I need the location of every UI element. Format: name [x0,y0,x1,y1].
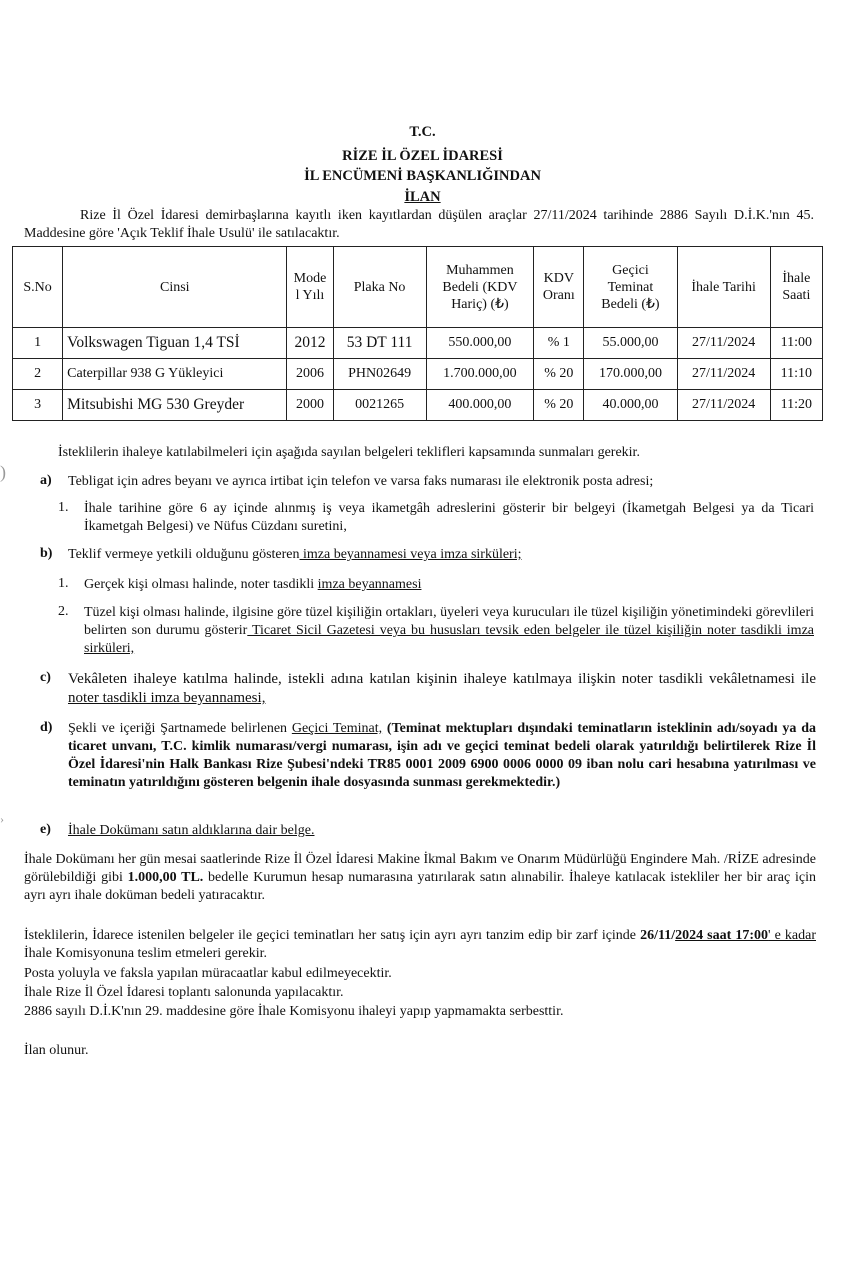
closing-text-2: İhale Komisyonuna teslim etmeleri gerekir. [24,946,267,961]
cell-guarantee: 55.000,00 [584,328,677,359]
deadline-date: 26/11/ [640,928,676,943]
item-b1-plain: Gerçek kişi olması halinde, noter tasdikli [84,577,318,592]
deadline-suffix: ' e kadar [768,928,816,943]
item-a1-number: 1. [58,500,69,515]
cell-tender-date: 27/11/2024 [677,328,770,359]
col-model-year: Mode l Yılı [287,247,333,328]
cell-sno: 1 [13,328,63,359]
table-row [13,359,823,390]
deadline-time: 2024 saat 17:00 [675,928,769,943]
header-council: İL ENCÜMENİ BAŞKANLIĞINDAN [304,168,541,184]
cell-estimated-price: 1.700.000,00 [426,359,534,390]
closing-line-2: Posta yoluyla ve faksla yapılan müracaatlar kabul edilmeyecektir. [24,966,392,981]
document-paragraph [24,851,816,905]
item-b2-number: 2. [58,604,69,619]
cell-model-year: 2012 [287,328,333,359]
cell-tender-time: 11:20 [770,390,822,421]
item-d-underlined: Geçici Teminat, [291,721,383,736]
item-d-label: d) [40,720,53,735]
closing-line-3: İhale Rize İl Özel İdaresi toplantı salonunda yapılacaktır. [24,985,344,1000]
item-b-text [68,546,820,564]
cell-tender-time: 11:00 [770,328,822,359]
col-vat-rate: KDV Oranı [534,247,584,328]
cell-tender-date: 27/11/2024 [677,359,770,390]
item-b1-text [84,576,814,594]
cell-guarantee: 170.000,00 [584,359,677,390]
item-c-text [68,670,816,708]
col-estimated-price: Muhammen Bedeli (KDV Hariç) (₺) [426,247,534,328]
document-fee: 1.000,00 TL. [127,870,204,885]
cell-estimated-price: 550.000,00 [426,328,534,359]
item-b-underlined: imza beyannamesi veya imza sirküleri; [299,547,522,562]
item-b2-underlined: Ticaret Sicil Gazetesi veya bu hususları tevsik eden belgeler ile tüzel kişiliğin noter tasdikli imza sirküleri, [84,623,814,656]
col-guarantee: Geçici Teminat Bedeli (₺) [584,247,677,328]
item-d-plain: Şekli ve içeriği Şartnamede belirlenen [68,721,292,736]
cell-vat-rate: % 20 [534,390,584,421]
col-tender-date: İhale Tarihi [677,247,770,328]
intro-paragraph: Rize İl Özel İdaresi demirbaşlarına kayıtlı iken kayıtlardan düşülen araçlar 27/11/2024 tarihinde 2886 Sayılı D.İ.K.'nın 45. Maddesine göre 'Açık Teklif İhale Usulü' ile satılacaktır. [24,208,814,241]
header-tc: T.C. [409,124,436,140]
header-institution: RİZE İL ÖZEL İDARESİ [342,148,503,164]
cell-type: Caterpillar 938 G Yükleyici [63,359,287,390]
item-c-label: c) [40,670,51,685]
cell-vat-rate: % 1 [534,328,584,359]
item-b1-number: 1. [58,576,69,591]
cell-sno: 2 [13,359,63,390]
cell-type: Volkswagen Tiguan 1,4 TSİ [63,328,287,359]
col-plate: Plaka No [333,247,426,328]
cell-plate: PHN02649 [333,359,426,390]
cell-sno: 3 [13,390,63,421]
item-b2-text [84,604,814,658]
item-e-label: e) [40,822,51,837]
item-c-plain: Vekâleten ihaleye katılma halinde, istekli adına katılan kişinin ihaleye katılmaya ilişkin noter tasdikli vekâletnamesi ile [68,671,816,687]
item-d-bold: (Teminat mektupları dışındaki teminatların isteklinin adı/soyadı ya da ticaret unvanı, T.C. kimlik numarası/vergi numarası, işin adı ve geçici teminat bedeli olarak yatırıldığı belirtilerek Rize İl Özel İdaresi'nin Halk Bankası Rize Şubesi'ndeki TR85 0001 2009 6900 0006 0000 09 iban nolu cari hesabına yatırılması ve teminatın yatırıldığını gösteren belgenin ihale dosyasında sunması gerekmektedir.) [68,721,817,790]
cell-model-year: 2000 [287,390,333,421]
item-c-underlined: noter tasdikli imza beyannamesi, [68,690,266,706]
cell-vat-rate: % 20 [534,359,584,390]
col-type: Cinsi [63,247,287,328]
table-header-row [13,247,823,328]
cell-type: Mitsubishi MG 530 Greyder [63,390,287,421]
item-a1-text: İhale tarihine göre 6 ay içinde alınmış iş veya ikametgâh adreslerini gösterir bir belgeyi (İkametgah Belgesi ya da Ticari İkametgah Belgesi) ve Nüfus Cüzdanı suretini, [84,501,814,534]
closing-text-1: İsteklilerin, İdarece istenilen belgeler ile geçici teminatları her satış için ayrı ayrı tanzim edip bir zarf içinde [24,928,641,943]
scan-edge-mark: › [0,812,4,826]
item-b-label: b) [40,546,53,561]
table-row [13,328,823,359]
document-text-2: bedelle Kurumun hesap numarasına yatırılarak satın alınabilir. İhaleye katılacak istekliler her bir araç için ayrı ayrı ihale doküman bedeli yatıracaktır. [24,870,816,903]
requirements-intro: İsteklilerin ihaleye katılabilmeleri için aşağıda sayılan belgeleri teklifleri kapsamında sunmaları gerekir. [58,445,640,460]
item-b-plain: Teklif vermeye yetkili olduğunu gösteren [68,547,300,562]
item-a-label: a) [40,473,52,488]
header-announcement: İLAN [404,189,441,205]
cell-tender-date: 27/11/2024 [677,390,770,421]
cell-guarantee: 40.000,00 [584,390,677,421]
closing-paragraph [24,927,816,963]
cell-estimated-price: 400.000,00 [426,390,534,421]
item-b1-underlined: imza beyannamesi [317,577,422,592]
item-e-text [68,822,816,840]
item-b2-plain: Tüzel kişi olması halinde, ilgisine göre tüzel kişiliğin ortakları, üyeleri veya kurucuları ile tüzel kişiliğin yönetimindeki görevlileri belirten son durumu gösterir [84,605,814,638]
item-e-underlined: İhale Dokümanı satın aldıklarına dair belge. [68,823,315,838]
cell-plate: 0021265 [333,390,426,421]
table-row [13,390,823,421]
document-text-1: İhale Dokümanı her gün mesai saatlerinde Rize İl Özel İdaresi Makine İkmal Bakım ve Onarım Müdürlüğü Engindere Mah. /RİZE adresinde görülebildiği gibi [24,852,816,885]
col-sno: S.No [13,247,63,328]
item-a-text: Tebligat için adres beyanı ve ayrıca irtibat için telefon ve varsa faks numarası ile elektronik posta adresi; [68,474,654,489]
cell-tender-time: 11:10 [770,359,822,390]
cell-plate: 53 DT 111 [333,328,426,359]
col-tender-time: İhale Saati [770,247,822,328]
item-d-text [68,720,816,792]
footer-text: İlan olunur. [24,1043,89,1058]
closing-line-4: 2886 sayılı D.İ.K'nın 29. maddesine göre İhale Komisyonu ihaleyi yapıp yapmamakta serbesttir. [24,1004,564,1019]
scan-edge-mark: ) [0,462,6,482]
vehicle-table [12,246,823,421]
cell-model-year: 2006 [287,359,333,390]
